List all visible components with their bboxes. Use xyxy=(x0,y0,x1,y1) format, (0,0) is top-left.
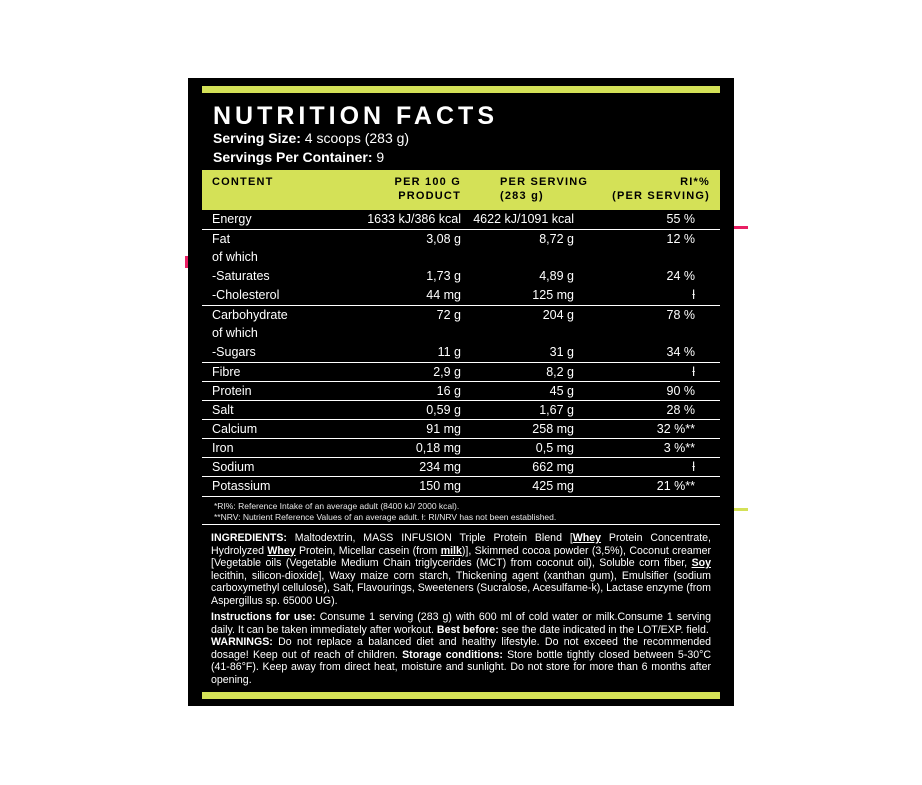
table-row: -Sugars 11 g 31 g 34 % xyxy=(212,345,695,359)
allergen-soy: Soy xyxy=(691,557,711,569)
table-row: Potassium 150 mg 425 mg 21 %** xyxy=(202,476,720,495)
header-per-100g: PER 100 G PRODUCT xyxy=(394,176,461,202)
nutrition-title: NUTRITION FACTS xyxy=(213,102,498,130)
table-row: Energy 1633 kJ/386 kcal 4622 kJ/1091 kcal 55 % xyxy=(212,212,695,226)
bottom-lime-bar xyxy=(202,692,720,699)
allergen-whey: Whey xyxy=(267,544,296,557)
table-row: of which xyxy=(212,250,258,264)
table-row: Fat 3,08 g 8,72 g 12 % xyxy=(202,229,720,248)
table-row: Carbohydrate 72 g 204 g 78 % xyxy=(202,305,720,324)
table-row: Salt 0,59 g 1,67 g 28 % xyxy=(202,400,720,419)
ingredients-label: INGREDIENTS: xyxy=(211,532,287,544)
table-row: Protein 16 g 45 g 90 % xyxy=(202,381,720,400)
header-ri: RI*% (PER SERVING) xyxy=(612,176,710,202)
header-content: CONTENT xyxy=(212,176,274,188)
allergen-milk: milk xyxy=(440,544,462,557)
table-row: -Cholesterol 44 mg 125 mg ƚ xyxy=(212,288,695,302)
table-bottom-divider xyxy=(202,496,720,497)
table-header xyxy=(202,170,720,210)
table-row: Calcium 91 mg 258 mg 32 %** xyxy=(202,419,720,438)
warnings-label: WARNINGS: xyxy=(211,636,273,648)
pink-accent-right xyxy=(734,226,748,229)
ingredients-text: INGREDIENTS: Maltodextrin, MASS INFUSION Triple Protein Blend [Whey Protein Concentrate, Hydrolyzed Whey Protein, Micellar casein (from milk)], Skimmed cocoa powder (3,5%), Coconut creamer [Vegetable oils (Vegetable Medium Chain triglycerides (MCT) from coconut oil), Soluble corn fiber, Soy lecithin, silicon-dioxide], Waxy maize corn starch, Thickening agent (xanthan gum), Emulsifier (sodium carboxymethyl cellulose), Salt, Flavourings, Sweeteners (Sucralose, Acesulfame-k), Lactase enzyme (from Aspergillus sp. 65000 UG). xyxy=(211,532,711,607)
servings-container-value: 9 xyxy=(372,149,385,165)
serving-size xyxy=(213,129,409,147)
nutrition-label xyxy=(188,78,734,706)
instructions-label: Instructions for use: xyxy=(211,611,316,623)
footnote-divider xyxy=(202,524,720,525)
header-per-serving: PER SERVING (283 g) xyxy=(500,176,589,202)
table-row: Sodium 234 mg 662 mg ƚ xyxy=(202,457,720,476)
instructions-text: Instructions for use: Consume 1 serving (283 g) with 600 ml of cold water or milk.Consume 1 serving daily. It can be taken immediately after workout. Best before: see the date indicated in the LOT/EXP. field. WARNINGS: Do not replace a balanced diet and healthy lifestyle. Do not exceed the recommended dosage! Keep out of reach of children. Storage conditions: Store bottle tightly closed between 5-30°C (41-86°F). Keep away from direct heat, moisture and sunlight. Do not store for more than 6 months after opening. xyxy=(211,611,712,686)
nutrition-rows xyxy=(202,210,720,495)
table-row: Iron 0,18 mg 0,5 mg 3 %** xyxy=(202,438,720,457)
storage-label: Storage conditions: xyxy=(402,648,503,661)
serving-size-value: 4 scoops (283 g) xyxy=(300,130,410,146)
table-row: of which xyxy=(212,326,258,340)
allergen-whey: Whey xyxy=(572,532,602,544)
footnote-nrv: **NRV: Nutrient Reference Values of an average adult. ƚ: RI/NRV has not been established. xyxy=(214,512,557,522)
footnote-ri: *RI%: Reference Intake of an average adult (8400 kJ/ 2000 kcal). xyxy=(214,501,460,511)
table-row: -Saturates 1,73 g 4,89 g 24 % xyxy=(212,269,695,283)
table-row: Fibre 2,9 g 8,2 g ƚ xyxy=(202,362,720,381)
best-before-label: Best before: xyxy=(436,623,499,636)
servings-container-label: Servings Per Container: xyxy=(213,149,373,165)
servings-per-container xyxy=(213,148,384,166)
top-lime-bar xyxy=(202,86,720,93)
lime-accent-right xyxy=(734,508,748,511)
serving-size-label: Serving Size: xyxy=(213,130,301,146)
